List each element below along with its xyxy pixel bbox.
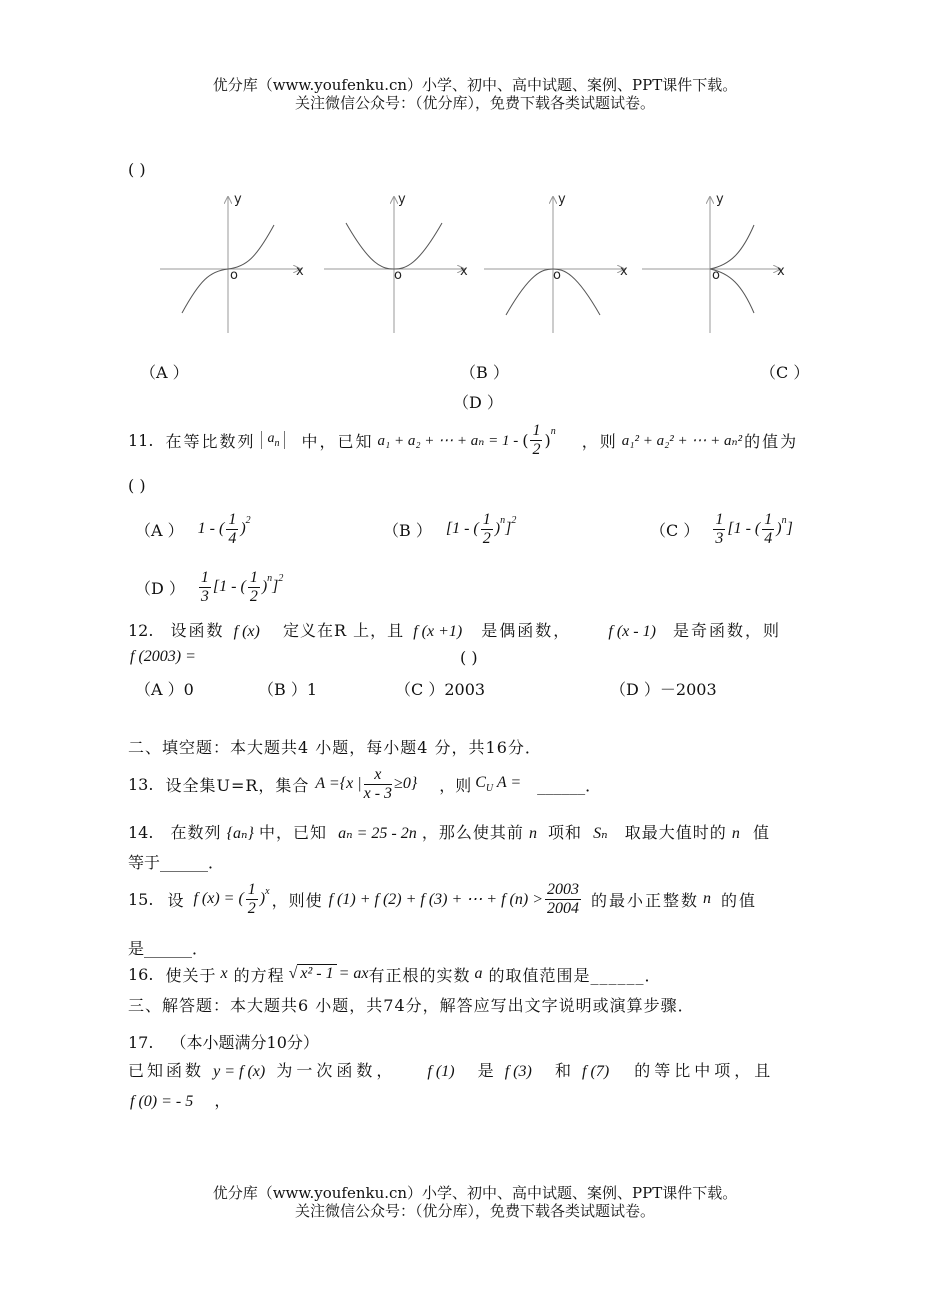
graph-b-origin-label: o bbox=[394, 268, 402, 283]
q10-option-c[interactable]: （C ） bbox=[760, 363, 810, 382]
page-footer-line1: 优分库（www.youfenku.cn）小学、初中、高中试题、案例、PPT课件下载。 bbox=[212, 1184, 738, 1202]
q11-sum-squares: a₁² + a₂² + ⋯ + aₙ² bbox=[621, 432, 743, 449]
q11-answer-bracket: ( ) bbox=[128, 476, 146, 495]
graph-a-x-label: x bbox=[296, 264, 304, 279]
q11-option-a[interactable]: （A ） 1 - ( $\frac{1}{4}$ ) $^2$ bbox=[135, 510, 251, 547]
graph-d-origin-label: o bbox=[712, 268, 720, 283]
q12-option-c[interactable]: （C ）2003 bbox=[395, 680, 486, 699]
q10-option-d[interactable]: （D ） bbox=[453, 393, 503, 412]
q10-option-a[interactable]: （A ） bbox=[140, 363, 189, 382]
q10-graph-panel bbox=[150, 185, 800, 345]
q11-option-c[interactable]: （C ） $\frac{1}{3}$ [1 - ( $\frac{1}{4}$ ) $^n$ ] bbox=[650, 510, 793, 547]
graph-c-x-label: x bbox=[620, 264, 628, 279]
graph-b-y-label: y bbox=[398, 192, 406, 207]
graph-c bbox=[484, 192, 628, 333]
q12-stem-line1: 12. 设函数 f (x) 定义在R 上，且 f (x +1) 是偶函数， f (x - 1) 是奇函数，则 bbox=[128, 621, 782, 640]
q13-blank: ______． bbox=[537, 775, 602, 795]
graph-d-x-label: x bbox=[777, 264, 785, 279]
graph-b-x-label: x bbox=[460, 264, 468, 279]
q13-fraction: $\frac{x}{x - 3}$ bbox=[363, 765, 393, 802]
q11-sequence: $a_n$ bbox=[261, 431, 285, 449]
q11-half-fraction: $\frac{1}{2}$ bbox=[532, 421, 541, 458]
q15-stem: 15. 设 f (x) = ( $\frac{1}{2}$ ) $^x$ ，则使 f (1) + f (2) + f (3) + ⋯ + f (n) > $\frac{2003}{2004}$ 的最小正整数 n 的值 bbox=[128, 880, 758, 917]
section-2-heading: 二、填空题：本大题共4 小题，每小题4 分，共16分． bbox=[128, 738, 542, 757]
graph-d bbox=[642, 192, 785, 333]
q11-option-b[interactable]: （B ） [1 - ( $\frac{1}{2}$ ) $^n$ ] $^2$ bbox=[383, 510, 517, 547]
q16-stem: 16. 使关于 x 的方程 √ x² - 1 = ax 有正根的实数 a 的取值范围是______． bbox=[128, 964, 662, 985]
q17-heading: 17. （本小题满分10分） bbox=[128, 1033, 319, 1052]
q11-number: 11. bbox=[128, 430, 154, 450]
q10-answer-bracket: ( ) bbox=[128, 160, 146, 179]
q12-option-a[interactable]: （A ）0 bbox=[135, 680, 194, 699]
graph-b bbox=[324, 192, 468, 333]
page-header-line1: 优分库（www.youfenku.cn）小学、初中、高中试题、案例、PPT课件下载。 bbox=[212, 76, 738, 94]
q12-number: 12. bbox=[128, 621, 154, 640]
q11-condition: a₁ + a₂ + ⋯ + aₙ = 1 - bbox=[377, 432, 519, 449]
q14-stem-line2: 等于______． bbox=[128, 853, 225, 872]
section-3-heading: 三、解答题：本大题共6 小题，共74分，解答应写出文字说明或演算步骤． bbox=[128, 996, 695, 1015]
q14-stem-line1: 14. 在数列 {aₙ} 中，已知 aₙ = 25 - 2n ，那么使其前 n 项和 Sₙ 取最大值时的 n 值 bbox=[128, 823, 769, 842]
q16-number: 16. bbox=[128, 964, 154, 984]
q13-number: 13. bbox=[128, 774, 154, 794]
graph-a bbox=[160, 192, 304, 333]
page-footer-line2: 关注微信公众号：（优分库），免费下载各类试题试卷。 bbox=[294, 1202, 655, 1220]
q15-stem-line2: 是______． bbox=[128, 939, 209, 958]
q11-stem: 11. 在等比数列 $a_n$ 中，已知 a₁ + a₂ + ⋯ + aₙ = 1 - ( $\frac{1}{2}$ ) $^n$ ，则 a₁² + a₂² + ⋯ + aₙ² 的值为 bbox=[128, 421, 799, 458]
graph-a-origin-label: o bbox=[230, 268, 238, 283]
q17-stem-line1: 已知函数 y = f (x) 为一次函数， f (1) 是 f (3) 和 f (7) 的等比中项，且 bbox=[128, 1061, 775, 1080]
q11-option-d[interactable]: （D ） $\frac{1}{3}$ [1 - ( $\frac{1}{2}$ ) $^n$ ] $^2$ bbox=[135, 568, 284, 605]
q12-option-d[interactable]: （D ）－2003 bbox=[610, 680, 717, 699]
q12-answer-bracket: ( ) bbox=[460, 648, 478, 667]
q10-option-b[interactable]: （B ） bbox=[460, 363, 509, 382]
graph-d-y-label: y bbox=[716, 192, 724, 207]
graph-a-y-label: y bbox=[234, 192, 242, 207]
q16-radical: √ x² - 1 bbox=[289, 965, 337, 983]
graph-c-y-label: y bbox=[558, 192, 566, 207]
q12-f2003: f (2003) = bbox=[130, 648, 196, 665]
graph-c-origin-label: o bbox=[553, 268, 561, 283]
q14-number: 14. bbox=[128, 823, 154, 842]
q17-stem-line2: f (0) = - 5 ， bbox=[130, 1091, 231, 1110]
q15-number: 15. bbox=[128, 889, 154, 909]
q13-complement: $C_U$ A = bbox=[475, 773, 522, 795]
q12-option-b[interactable]: （B ）1 bbox=[258, 680, 318, 699]
page-header-line2: 关注微信公众号：（优分库），免费下载各类试题试卷。 bbox=[294, 94, 655, 112]
q13-stem: 13. 设全集U=R，集合 A ={x | $\frac{x}{x - 3}$ ≥0} ，则 $C_U$ A = ______． bbox=[128, 765, 602, 802]
q17-number: 17. bbox=[128, 1033, 154, 1052]
